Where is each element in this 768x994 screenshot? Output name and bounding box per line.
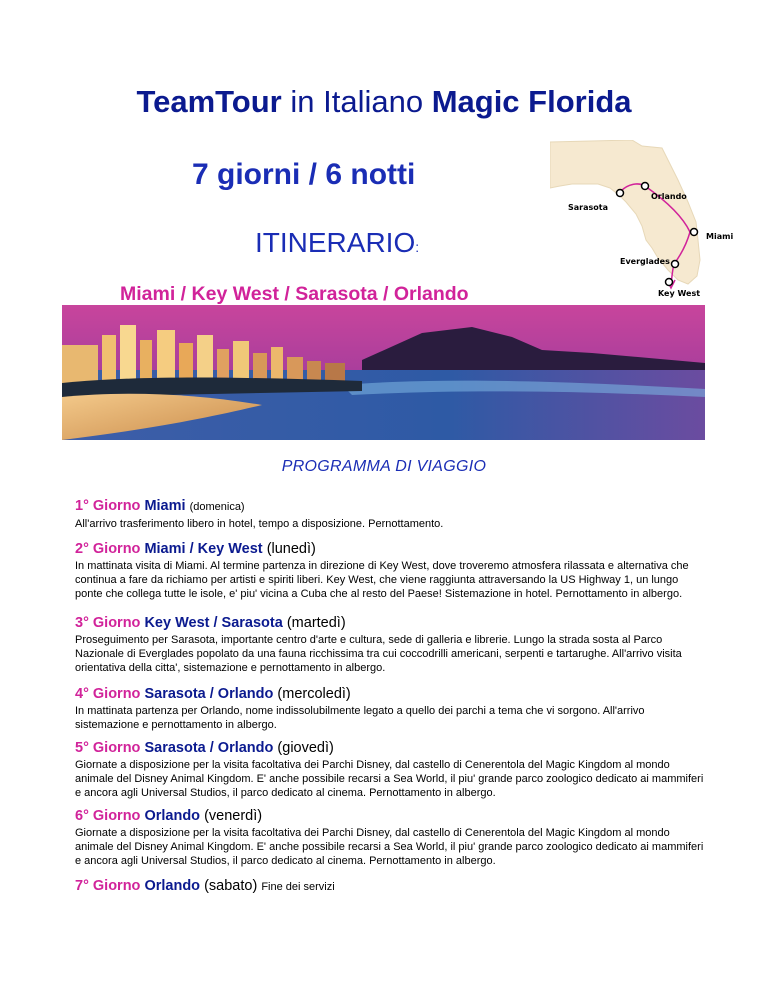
marker-everglades [672, 261, 679, 268]
marker-sarasota [617, 190, 624, 197]
map-label-miami: Miami [706, 232, 734, 241]
building-2 [120, 325, 136, 383]
map-label-key-west: Key West [658, 289, 701, 298]
day-heading [75, 739, 705, 757]
day-heading [75, 685, 705, 703]
day-number: 2° Giorno [75, 541, 141, 557]
day-city: Orlando [144, 878, 201, 894]
day-description: Proseguimento per Sarasota, importante centro d'arte e cultura, sede di galleria e librerie. Lungo la strada sosta al Parco Nazionale di Everglades popolato da una fauna ricchissima tra cui coccodrilli americani, serpenti e tartarughe. All'arrivo visita orientativa della citta', sistemazione e pernottamento in albergo. [75, 634, 682, 674]
day-number: 4° Giorno [75, 686, 141, 702]
day-heading [75, 540, 705, 558]
title-connector: in Italiano [281, 84, 432, 119]
route-heading: Miami / Key West / Sarasota / Orlando [120, 283, 469, 305]
building-8 [233, 341, 249, 383]
program-title: PROGRAMMA DI VIAGGIO [281, 458, 487, 475]
day-heading [75, 614, 705, 632]
day-description: In mattinata partenza per Orlando, nome indissolubilmente legato a quello dei parchi a tema che vi sorgono. All'arrivo sistemazione e pernottamento in albergo. [75, 705, 645, 731]
itinerary-heading [255, 227, 419, 259]
day-description: Giornate a disposizione per la visita facoltativa dei Parchi Disney, dal castello di Cenerentola del Magic Kingdom al mondo animale del Disney Animal Kingdom. E' anche possibile recarsi a Sea World, il piu' grande parco zoologico dedicato ai mammiferi e ancora agli Universal Studios, il parco dedicato al cinema. Pernottamento in albergo. [75, 759, 704, 799]
building-14 [62, 345, 98, 385]
day-heading [75, 877, 705, 896]
duration-heading: 7 giorni / 6 notti [192, 158, 416, 191]
day-number: 1° Giorno [75, 498, 141, 514]
day-weekday: (lunedì) [266, 541, 316, 557]
day-entry-3 [75, 614, 705, 675]
itinerary-label: ITINERARIO [255, 227, 416, 258]
day-weekday: (giovedì) [277, 740, 334, 756]
page-title [0, 84, 768, 120]
day-entry-6 [75, 807, 705, 868]
building-4 [157, 330, 175, 383]
day-city: Miami / Key West [144, 541, 263, 557]
day-weekday: (mercoledì) [277, 686, 351, 702]
day-number: 3° Giorno [75, 615, 141, 631]
building-3 [140, 340, 152, 382]
map-label-sarasota: Sarasota [568, 203, 608, 212]
day-weekday: (sabato) [204, 878, 258, 894]
brand-name: TeamTour [136, 84, 282, 119]
day-extra-note: Fine dei servizi [261, 881, 335, 893]
day-entry-2 [75, 540, 705, 601]
map-label-orlando: Orlando [651, 192, 687, 201]
day-weekday: (domenica) [189, 501, 245, 513]
marker-key-west [666, 279, 673, 286]
day-weekday: (venerdì) [204, 808, 263, 824]
day-entry-7 [75, 877, 705, 896]
building-1 [102, 335, 116, 383]
day-entry-5 [75, 739, 705, 800]
itinerary-colon: : [415, 239, 420, 255]
marker-miami [691, 229, 698, 236]
map-label-everglades: Everglades [620, 257, 670, 266]
building-6 [197, 335, 213, 383]
day-heading [75, 497, 705, 516]
day-number: 6° Giorno [75, 808, 141, 824]
day-number: 7° Giorno [75, 878, 141, 894]
florida-route-map [550, 140, 750, 310]
day-entry-1 [75, 497, 705, 531]
product-name: Magic Florida [431, 84, 632, 119]
day-city: Sarasota / Orlando [144, 686, 274, 702]
day-weekday: (martedì) [286, 615, 346, 631]
day-heading [75, 807, 705, 825]
day-city: Key West / Sarasota [144, 615, 283, 631]
day-description: Giornate a disposizione per la visita facoltativa dei Parchi Disney, dal castello di Cenerentola del Magic Kingdom al mondo animale del Disney Animal Kingdom. E' anche possibile recarsi a Sea World, il piu' grande parco zoologico dedicato ai mammiferi e ancora agli Universal Studios, il parco dedicato al cinema. Pernottamento in albergo. [75, 827, 704, 867]
day-description: All'arrivo trasferimento libero in hotel, tempo a disposizione. Pernottamento. [75, 518, 444, 530]
marker-orlando [642, 183, 649, 190]
day-entry-4 [75, 685, 705, 732]
day-description: In mattinata visita di Miami. Al termine partenza in direzione di Key West, dove troveremo atmosfera rilassata e alternativa che continua a fare da richiamo per artisti e spiriti liberi. Key West, che viene raggiunta attraversando la US Highway 1, un lungo ponte che collega tutte le isole, e' piu' vicina a Cuba che al resto del Paese! Sistemazione in hotel. Pernottamento in albergo. [75, 560, 689, 600]
day-city: Orlando [144, 808, 201, 824]
day-number: 5° Giorno [75, 740, 141, 756]
building-10 [271, 347, 283, 383]
building-5 [179, 343, 193, 383]
beach-photo [62, 305, 705, 440]
day-city: Miami [144, 498, 186, 514]
day-city: Sarasota / Orlando [144, 740, 274, 756]
